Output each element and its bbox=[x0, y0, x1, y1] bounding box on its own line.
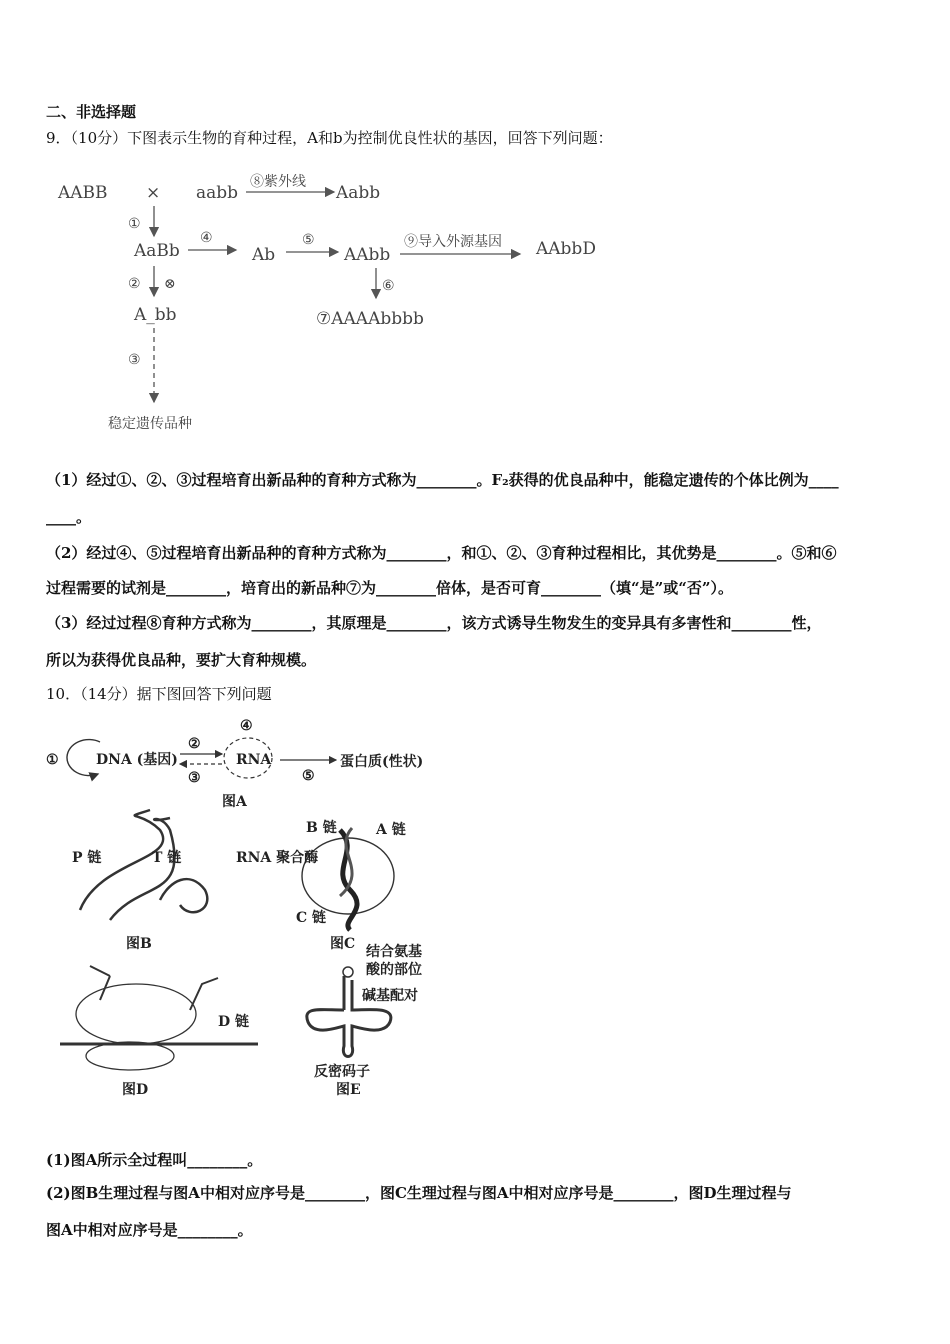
step-8-label: ⑧紫外线 bbox=[250, 174, 306, 190]
figD-d-chain: D 链 bbox=[218, 1014, 250, 1030]
figB-caption: 图B bbox=[126, 936, 152, 952]
step-9-label: ⑨导入外源基因 bbox=[404, 234, 502, 250]
figC-a-chain: A 链 bbox=[376, 822, 406, 838]
q9-line-3: （3）经过过程⑧育种方式称为________，其原理是________，该方式诱导生物发生的变异具有多害性和________性， bbox=[46, 614, 822, 632]
figA-caption: 图A bbox=[222, 794, 247, 810]
q10-line-2: (2)图B生理过程与图A中相对应序号是________，图C生理过程与图A中相对应序号是________，图D生理过程与 bbox=[46, 1184, 792, 1202]
q10-line-2b: 图A中相对应序号是________。 bbox=[46, 1221, 253, 1239]
q10-figures bbox=[40, 710, 480, 1110]
stable-variety: 稳定遗传品种 bbox=[108, 416, 192, 432]
step-5-label: ⑤ bbox=[302, 232, 315, 248]
parent-aabb-recessive: aabb bbox=[196, 183, 239, 203]
q9-line-1: （1）经过①、②、③过程培育出新品种的育种方式称为________。F₂获得的优良品种中，能稳定遗传的个体比例为____ bbox=[46, 471, 839, 489]
figE-aa-site-2: 酸的部位 bbox=[366, 962, 422, 978]
figE-caption: 图E bbox=[336, 1082, 361, 1098]
figA-circle-5: ⑤ bbox=[302, 768, 315, 784]
figA-protein: 蛋白质(性状) bbox=[340, 754, 424, 770]
q10-heading: 10．（14分）据下图回答下列问题 bbox=[46, 685, 272, 703]
figA-circle-3: ③ bbox=[188, 770, 201, 786]
breeding-diagram bbox=[50, 170, 650, 440]
figC-c-chain: C 链 bbox=[296, 910, 327, 926]
result-9: AAbbD bbox=[536, 239, 596, 259]
figC-b-chain: B 链 bbox=[306, 820, 337, 836]
figC-rna-polymerase: RNA 聚合酶 bbox=[236, 850, 319, 866]
figB-t-chain: T 链 bbox=[152, 850, 182, 866]
result-8: Aabb bbox=[336, 183, 381, 203]
figE-base-pairing: 碱基配对 bbox=[362, 988, 418, 1004]
haploid-ab: Ab bbox=[252, 245, 276, 265]
figB-p-chain: P 链 bbox=[72, 850, 102, 866]
figA-circle-2: ② bbox=[188, 736, 201, 752]
figC-caption: 图C bbox=[330, 936, 356, 952]
step-2-label: ② bbox=[128, 276, 141, 292]
result-7: ⑦AAAAbbbb bbox=[316, 309, 424, 329]
step-1-label: ① bbox=[128, 216, 141, 232]
f2-abar-bb: A_bb bbox=[134, 305, 177, 325]
q9-heading: 9．（10分）下图表示生物的育种过程，A和b为控制优良性状的基因，回答下列问题： bbox=[46, 129, 613, 147]
section-title: 二、非选择题 bbox=[46, 103, 137, 121]
cross-symbol: × bbox=[146, 183, 161, 203]
figE-anticodon: 反密码子 bbox=[314, 1064, 370, 1080]
parent-aabb-dominant: AABB bbox=[58, 183, 108, 203]
figA-dna: DNA (基因) bbox=[96, 752, 178, 768]
f1-aabb: AaBb bbox=[134, 241, 180, 261]
figD-caption: 图D bbox=[122, 1082, 149, 1098]
q9-line-2: （2）经过④、⑤过程培育出新品种的育种方式称为________，和①、②、③育种过程相比，其优势是________。⑤和⑥ bbox=[46, 544, 837, 562]
step-6-label: ⑥ bbox=[382, 278, 395, 294]
step-4-label: ④ bbox=[200, 230, 213, 246]
selfing-symbol: ⊗ bbox=[164, 276, 176, 292]
figA-rna: RNA bbox=[236, 752, 272, 768]
q9-line-2b: 过程需要的试剂是________，培育出的新品种⑦为________倍体，是否可育________（填“是”或“否”）。 bbox=[46, 579, 734, 597]
q10-line-1: (1)图A所示全过程叫________。 bbox=[46, 1151, 263, 1169]
figE-aa-site-1: 结合氨基 bbox=[366, 944, 422, 960]
doubled-aabb: AAbb bbox=[344, 245, 391, 265]
q9-line-1b: ____。 bbox=[46, 508, 92, 526]
figA-circle-1: ① bbox=[46, 752, 59, 768]
step-3-label: ③ bbox=[128, 352, 141, 368]
figA-circle-4: ④ bbox=[240, 718, 253, 734]
q9-line-3b: 所以为获得优良品种，要扩大育种规模。 bbox=[46, 651, 317, 669]
